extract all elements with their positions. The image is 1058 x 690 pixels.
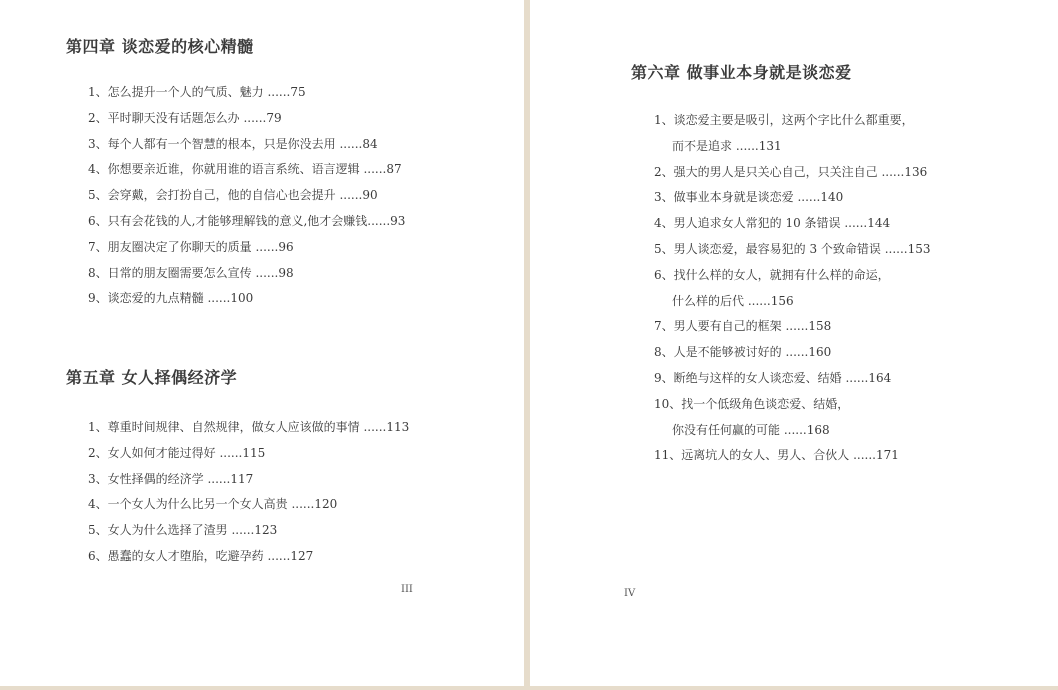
toc-list [88,415,409,570]
toc-entry-text: 4、男人追求女人常犯的 10 条错误 ......144 [654,216,891,231]
toc-entry-text: 3、做事业本身就是谈恋爱 ......140 [654,190,844,205]
toc-entry-text: 2、平时聊天没有话题怎么办 ......79 [88,110,282,125]
right-page [530,0,1058,686]
toc-entry-text: 7、朋友圈决定了你聊天的质量 ......96 [88,239,294,254]
toc-entry [654,340,931,366]
toc-entry-text: 5、女人为什么选择了渣男 ......123 [88,523,278,538]
chapter-title: 第四章 谈恋爱的核心精髓 [66,37,254,56]
toc-entry [654,237,931,263]
toc-entry [88,157,405,183]
toc-entry-continuation: 什么样的后代 ......156 [672,293,794,308]
toc-entry [88,518,409,544]
toc-entry [88,235,405,261]
toc-entry [654,108,931,160]
toc-entry-text: 6、愚蠢的女人才堕胎，吃避孕药 ......127 [88,548,314,563]
toc-entry-continuation: 而不是追求 ......131 [672,138,782,153]
toc-entry [654,366,931,392]
left-page [0,0,524,686]
toc-entry-text: 8、日常的朋友圈需要怎么宣传 ......98 [88,265,294,280]
toc-entry-text: 3、每个人都有一个智慧的根本，只是你没去用 ......84 [88,136,378,151]
toc-entry-text: 5、男人谈恋爱，最容易犯的 3 个致命错误 ......153 [654,241,931,256]
toc-entry-text: 11、远离坑人的女人、男人、合伙人 ......171 [654,448,899,463]
chapter-6 [631,60,931,469]
toc-entry [88,80,405,106]
toc-entry-text: 5、会穿戴，会打扮自己，他的自信心也会提升 ......90 [88,188,378,203]
toc-entry [654,185,931,211]
toc-entry-text: 4、你想要亲近谁，你就用谁的语言系统、语言逻辑 ......87 [88,162,402,177]
toc-entry [654,392,931,444]
toc-list [654,108,931,469]
toc-entry [88,132,405,158]
toc-entry [654,314,931,340]
toc-entry-text: 6、找什么样的女人，就拥有什么样的命运， [654,267,890,282]
toc-entry-text: 10、找一个低级角色谈恋爱、结婚， [654,396,850,411]
toc-entry [88,544,409,570]
page-number: IV [624,588,636,599]
toc-entry-text: 8、人是不能够被讨好的 ......160 [654,345,832,360]
toc-entry-text: 1、怎么提升一个人的气质、魅力 ......75 [88,85,306,99]
toc-entry [654,160,931,186]
toc-entry-text: 1、谈恋爱主要是吸引，这两个字比什么都重要， [654,113,914,127]
chapter-title: 第六章 做事业本身就是谈恋爱 [631,63,852,82]
toc-entry [88,492,409,518]
toc-entry-text: 9、断绝与这样的女人谈恋爱、结婚 ......164 [654,370,892,385]
toc-entry [88,286,405,312]
toc-entry [654,211,931,237]
toc-entry [88,183,405,209]
toc-entry [88,415,409,441]
toc-entry-text: 9、谈恋爱的九点精髓 ......100 [88,291,254,306]
toc-entry [88,209,405,235]
toc-entry-text: 6、只有会花钱的人,才能够理解钱的意义,他才会赚钱......93 [88,213,406,228]
toc-entry-text: 2、女人如何才能过得好 ......115 [88,445,266,460]
toc-entry-text: 1、尊重时间规律、自然规律，做女人应该做的事情 ......113 [88,420,410,434]
chapter-4 [66,34,405,312]
toc-entry [654,443,931,469]
chapter-5 [66,365,409,570]
page-number: III [401,584,413,595]
toc-list [88,80,405,312]
toc-entry-text: 2、强大的男人是只关心自己，只关注自己 ......136 [654,164,928,179]
toc-entry [654,263,931,315]
page-bottom-edge [0,686,1058,690]
chapter-title: 第五章 女人择偶经济学 [66,368,238,387]
toc-entry-continuation: 你没有任何赢的可能 ......168 [672,422,830,437]
toc-entry [88,261,405,287]
toc-entry [88,106,405,132]
toc-entry-text: 4、一个女人为什么比另一个女人高贵 ......120 [88,497,338,512]
toc-entry [88,467,409,493]
toc-entry [88,441,409,467]
toc-entry-text: 7、男人要有自己的框架 ......158 [654,319,832,334]
toc-entry-text: 3、女性择偶的经济学 ......117 [88,471,254,486]
